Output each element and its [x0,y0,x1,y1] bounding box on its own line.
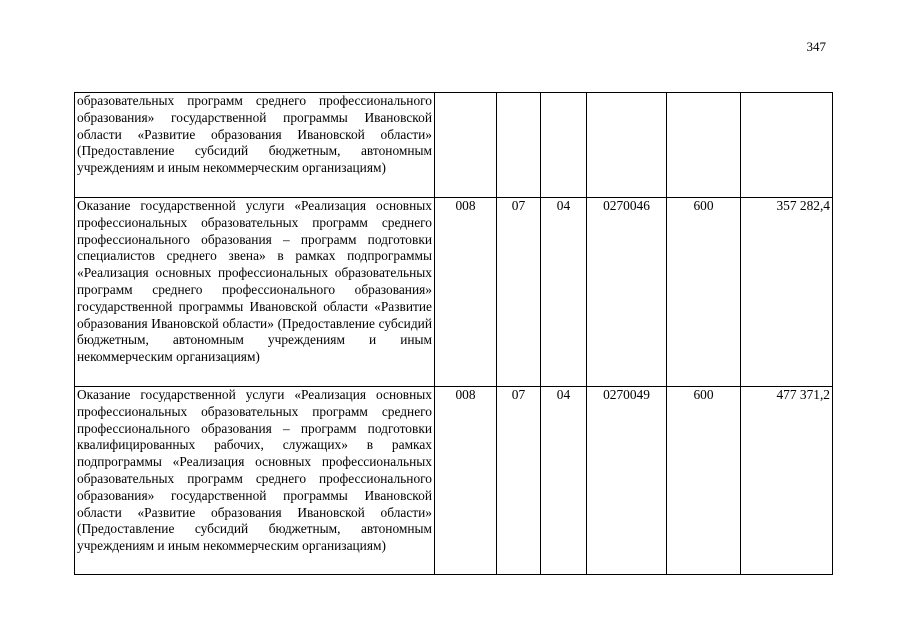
table-row [75,93,833,198]
row-target-article [587,93,667,198]
row-amount: 357 282,4 [741,198,833,387]
budget-table [74,92,833,575]
row-expense-type: 600 [667,198,741,387]
row-target-article: 0270046 [587,198,667,387]
row-subsection-code: 04 [541,387,587,575]
row-description: Оказание государственной услуги «Реализация основных профессиональных образовательных программ среднего профессионального образования – программ подготовки специалистов среднего звена» в рамках подпрограммы «Реализация основных профессиональных образовательных программ среднего профессионального образования» государственной программы Ивановской области «Развитие образования Ивановской области» (Предоставление субсидий бюджетным, автономным учреждениям и иным некоммерческим организациям) [75,198,435,387]
row-ministry-code [435,93,497,198]
row-target-article: 0270049 [587,387,667,575]
row-amount [741,93,833,198]
row-expense-type: 600 [667,387,741,575]
page-number: 347 [806,39,826,54]
row-description: образовательных программ среднего профессионального образования» государственной программы Ивановской области «Развитие образования Ивановской области» (Предоставление субсидий бюджетным, автономным учреждениям и иным некоммерческим организациям) [75,93,435,198]
row-expense-type [667,93,741,198]
row-section-code [497,93,541,198]
table-row [75,387,833,575]
row-amount: 477 371,2 [741,387,833,575]
row-subsection-code: 04 [541,198,587,387]
row-ministry-code: 008 [435,198,497,387]
table-row [75,198,833,387]
row-ministry-code: 008 [435,387,497,575]
row-section-code: 07 [497,198,541,387]
row-subsection-code [541,93,587,198]
row-description: Оказание государственной услуги «Реализация основных профессиональных образовательных программ среднего профессионального образования – программ подготовки квалифицированных рабочих, служащих» в рамках подпрограммы «Реализация основных профессиональных образовательных программ среднего профессионального образования» государственной программы Ивановской области «Развитие образования Ивановской области» (Предоставление субсидий бюджетным, автономным учреждениям и иным некоммерческим организациям) [75,387,435,575]
row-section-code: 07 [497,387,541,575]
